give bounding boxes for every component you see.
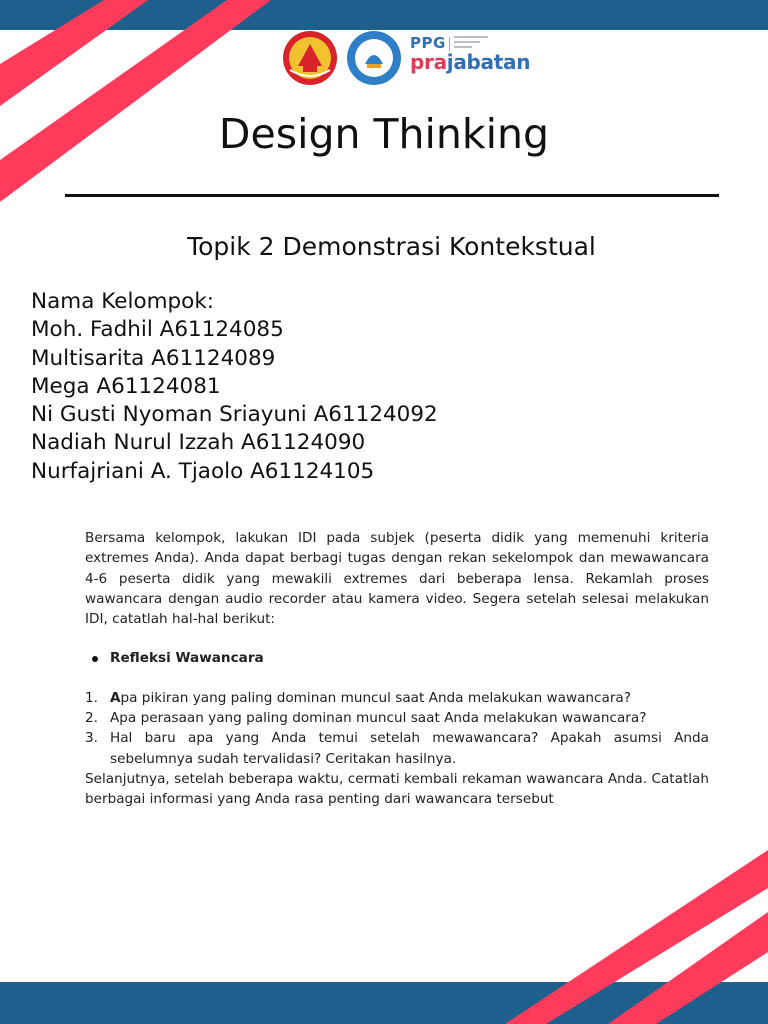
question-number: 2. [85, 710, 98, 727]
question-item [85, 728, 709, 769]
logo-tagline-lines [454, 36, 488, 51]
document-title: Design Thinking [218, 110, 550, 158]
member-name: Nadiah Nurul Izzah A61124090 [31, 430, 366, 456]
header-logos [282, 28, 531, 88]
bullet-label: Refleksi Wawancara [110, 650, 264, 667]
member-name: Nurfajriani A. Tjaolo A61124105 [31, 458, 375, 484]
member-name: Ni Gusti Nyoman Sriayuni A61124092 [31, 402, 438, 428]
question-text: Hal baru apa yang Anda temui setelah mewawancara? Apakah asumsi Anda sebelumnya sudah tervalidasi? Ceritakan hasilnya. [110, 730, 709, 767]
member-name: Moh. Fadhil A61124085 [31, 317, 284, 343]
question-number: 1. [85, 689, 98, 706]
question-text: Apa pikiran yang paling dominan muncul saat Anda melakukan wawancara? [110, 689, 631, 706]
question-text: Apa perasaan yang paling dominan muncul saat Anda melakukan wawancara? [110, 710, 647, 727]
title-divider [65, 194, 719, 197]
instructions-body [85, 528, 709, 810]
question-list [85, 688, 709, 769]
question-item [85, 688, 709, 708]
question-item [85, 708, 709, 728]
bullet-icon [92, 656, 98, 662]
stripe-top-2 [0, 0, 271, 202]
member-name: Multisarita A61124089 [31, 345, 276, 371]
document-subtitle: Topik 2 Demonstrasi Kontekstual [187, 232, 596, 261]
closing-paragraph: Selanjutnya, setelah beberapa waktu, cermati kembali rekaman wawancara Anda. Catatlah berbagai informasi yang Anda rasa penting dari wawancara tersebut [85, 770, 709, 808]
logo-separator [449, 37, 450, 51]
member-name: Mega A61124081 [31, 373, 221, 399]
intro-paragraph: Bersama kelompok, lakukan IDI pada subjek (peserta didik yang memenuhi kriteria extremes Anda). Anda dapat berbagi tugas dengan rekan sekelompok dan mewawancara 4-6 peserta didik yang mewakili extremes dari beberapa lensa. Rekamlah proses wawancara dengan audio recorder atau kamera video. Segera setelah selesai melakukan IDI, catatlah hal-hal berikut: [85, 530, 709, 628]
group-members [31, 288, 438, 486]
university-seal-icon [282, 30, 338, 86]
stripe-bottom-1 [505, 850, 768, 1024]
tut-wuri-handayani-icon [345, 30, 403, 86]
prajabatan-logo-text: prajabatan [410, 50, 531, 74]
bullet-item [85, 648, 709, 668]
group-heading: Nama Kelompok: [31, 289, 215, 314]
question-number: 3. [85, 730, 98, 747]
ppg-logo-text: PPG [410, 34, 446, 52]
